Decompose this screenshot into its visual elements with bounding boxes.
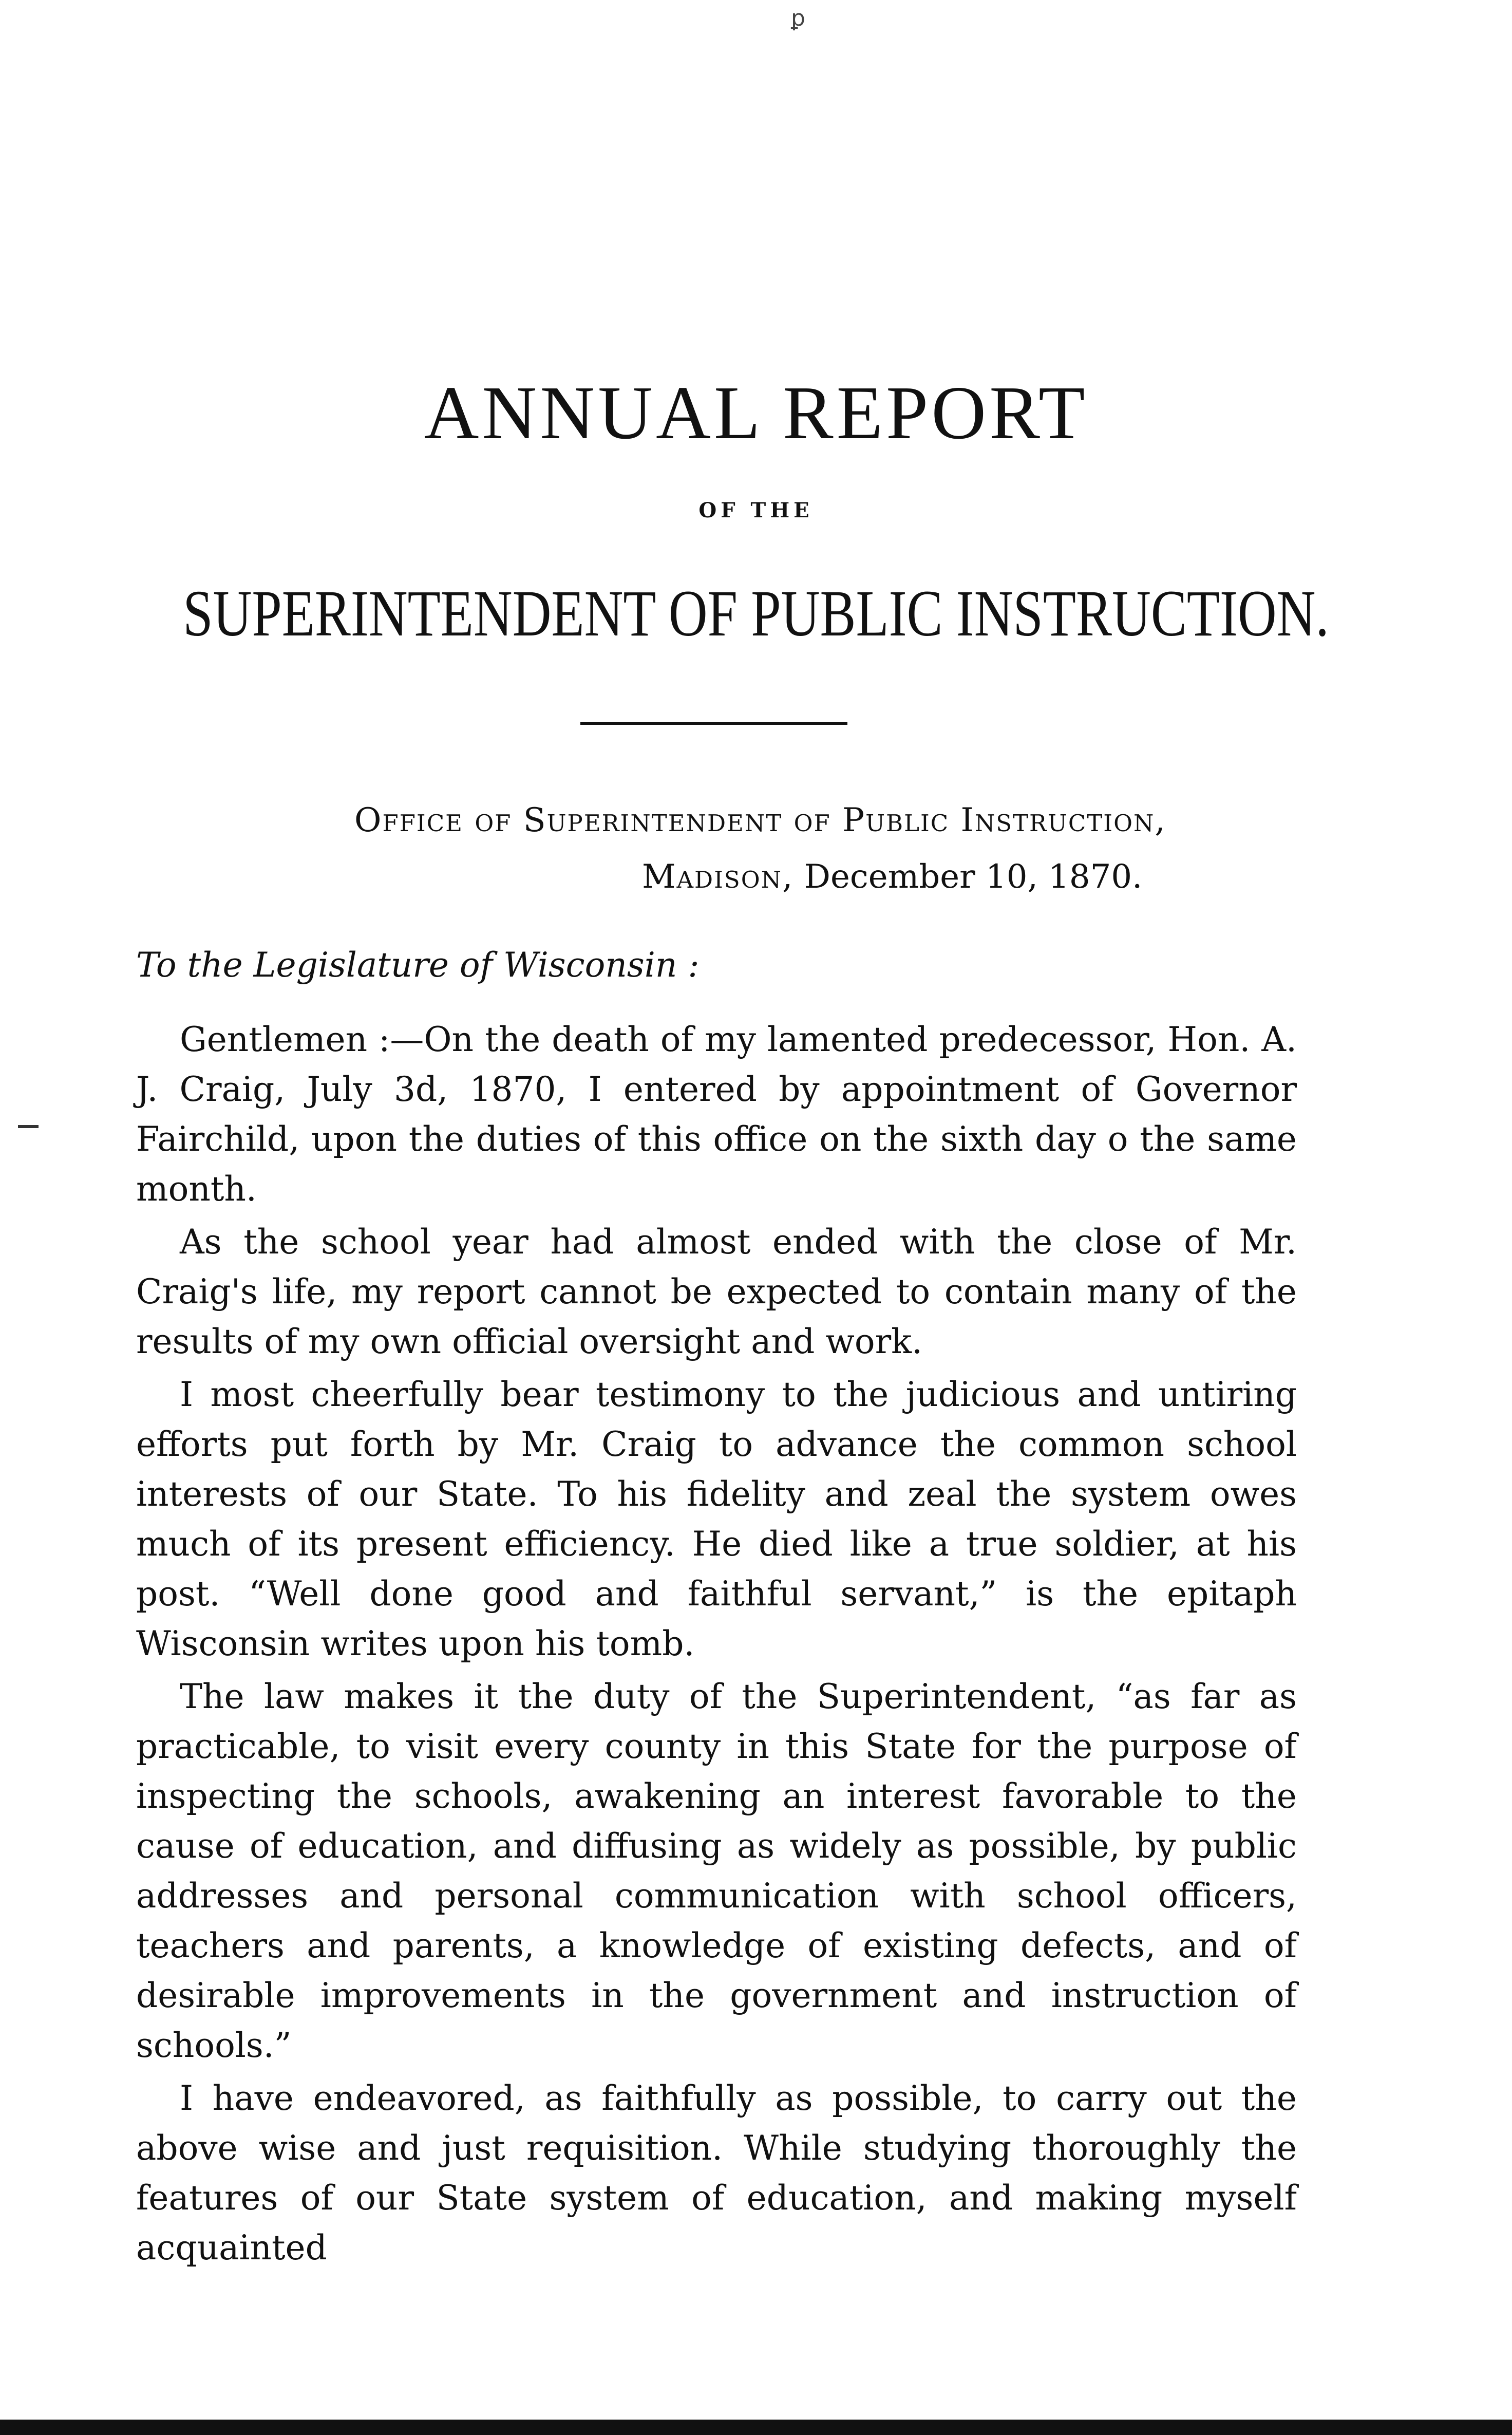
- dateline: [642, 858, 1142, 896]
- office-line: Office of Superintendent of Public Instruction,: [354, 801, 1166, 839]
- body-text: [136, 1015, 1297, 2276]
- paragraph-2: As the school year had almost ended with the close of Mr. Craig's life, my report cannot be expected to contain many of the results of my own official oversight and work.: [136, 1222, 1297, 1361]
- paragraph-5: I have endeavored, as faithfully as possible, to carry out the above wise and just requisition. While studying thoroughly the features of our State system of education, and making myself acquainted: [136, 2078, 1297, 2268]
- paragraph-1: Gentlemen :—On the death of my lamented predecessor, Hon. A. J. Craig, July 3d, 1870, I entered by appointment of Governor Fairchild, upon the duties of this office on the sixth day o the same month.: [136, 1020, 1297, 1209]
- title-divider: [580, 722, 847, 725]
- salutation: To the Legislature of Wisconsin :: [136, 945, 700, 985]
- dateline-place: Madison,: [642, 858, 794, 896]
- title-connector: OF THE: [698, 498, 814, 522]
- dateline-date: December 10, 1870.: [804, 858, 1143, 896]
- report-title: ANNUAL REPORT: [424, 371, 1088, 455]
- paragraph-4: The law makes it the duty of the Superintendent, “as far as practicable, to visit every county in this State for the purpose of inspecting the schools, awakening an interest favorable to the cause of education, and diffusing as widely as possible, by public addresses and personal communication with school officers, teachers and parents, a knowledge of existing defects, and of desirable improvements in the government and instruction of schools.”: [136, 1677, 1297, 2065]
- report-subtitle: SUPERINTENDENT OF PUBLIC INSTRUCTION.: [183, 577, 1329, 650]
- page-mark: ꝑ: [791, 5, 805, 31]
- scan-edge-bar: [0, 2420, 1512, 2435]
- paragraph-3: I most cheerfully bear testimony to the judicious and untiring efforts put forth by Mr. Craig to advance the common school interests of our State. To his fidelity and zeal the system owes much of its present efficiency. He died like a true soldier, at his post. “Well done good and faithful servant,” is the epitaph Wisconsin writes upon his tomb.: [136, 1375, 1297, 1663]
- margin-mark: [18, 1125, 39, 1128]
